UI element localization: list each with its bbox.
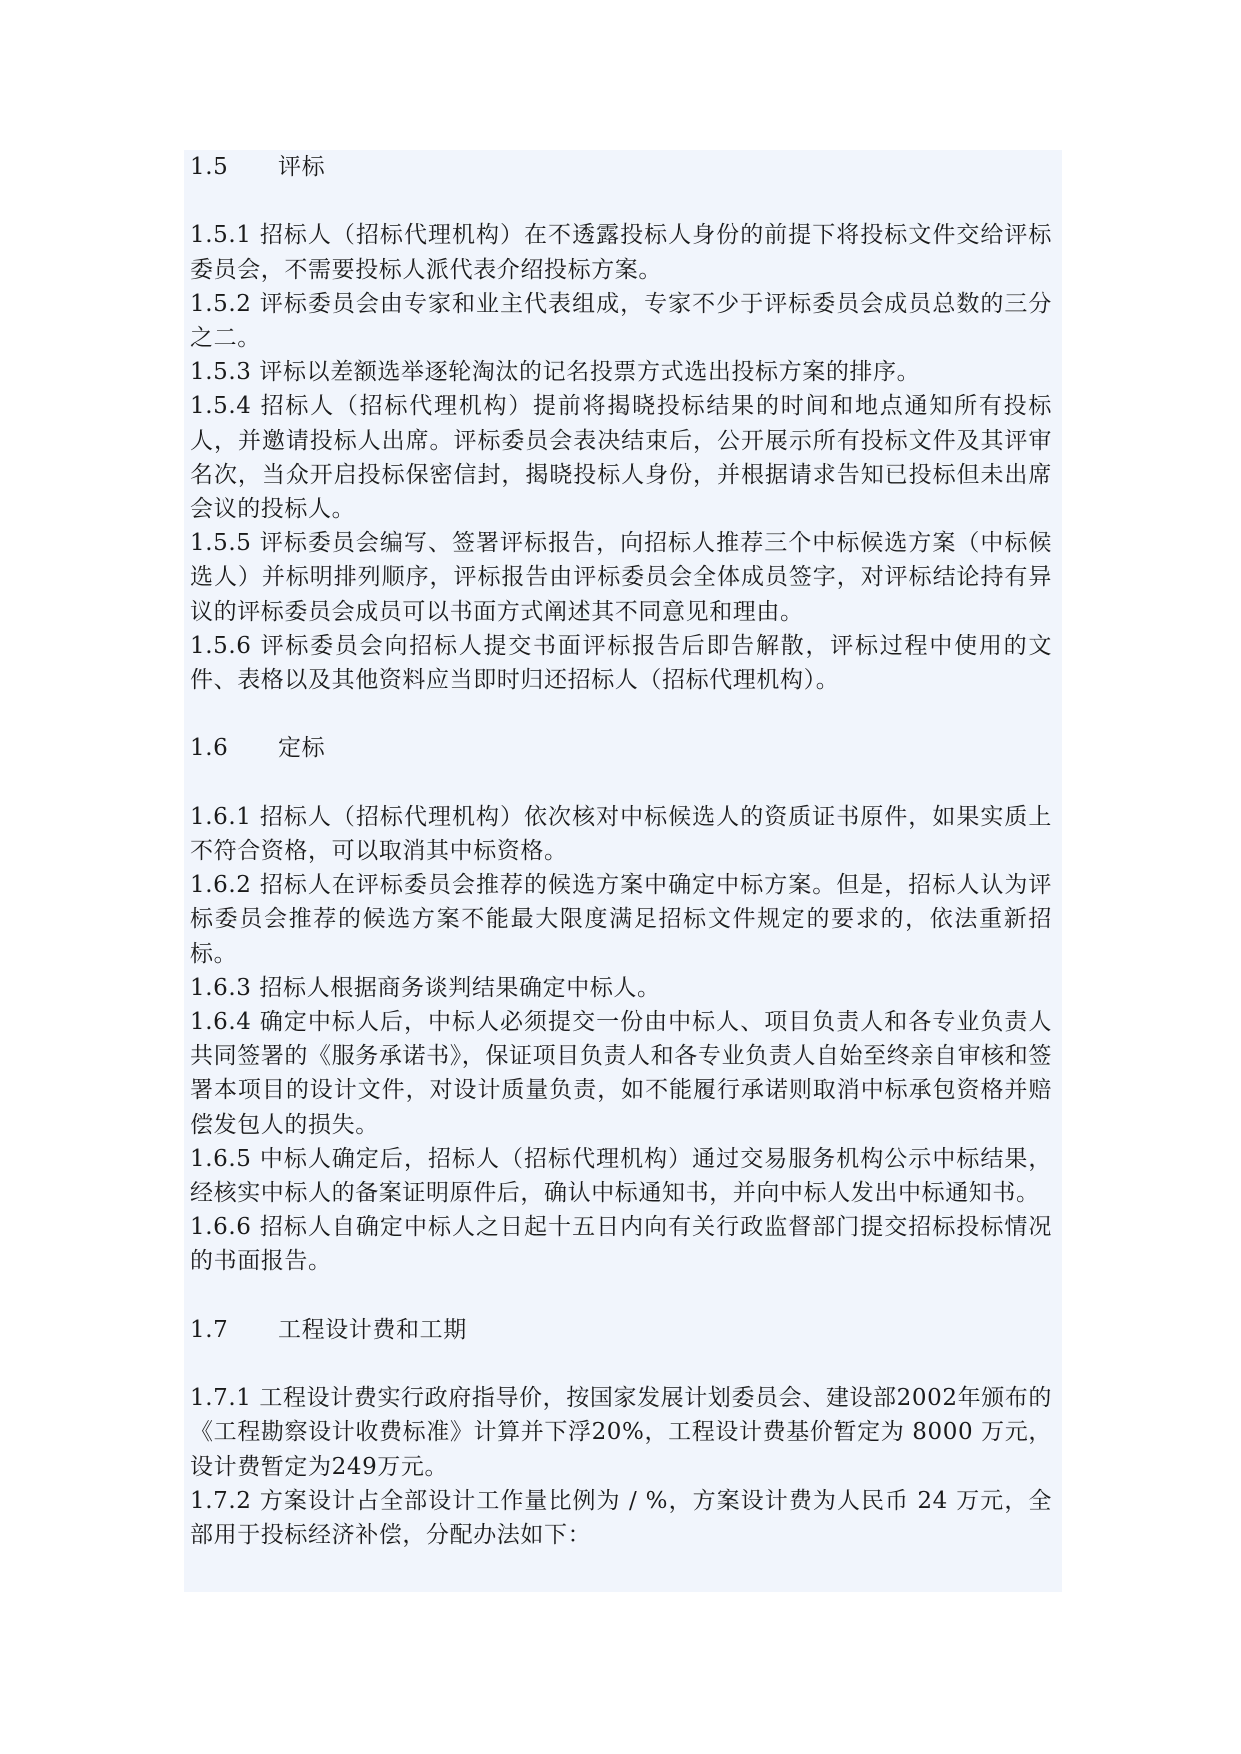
- document-body: [190, 150, 1052, 1552]
- clause-1-6-2: 1.6.2 招标人在评标委员会推荐的候选方案中确定中标方案。但是，招标人认为评标委员会推荐的候选方案不能最大限度满足招标文件规定的要求的，依法重新招标。: [190, 872, 1052, 967]
- clause-1-6-4: 1.6.4 确定中标人后，中标人必须提交一份由中标人、项目负责人和各专业负责人共同签署的《服务承诺书》，保证项目负责人和各专业负责人自始至终亲自审核和签署本项目的设计文件，对设计质量负责，如不能履行承诺则取消中标承包资格并赔偿发包人的损失。: [190, 1009, 1052, 1138]
- section-title: 定标: [278, 735, 326, 762]
- section-number: 1.5: [190, 154, 229, 180]
- clause-1-6-1: 1.6.1 招标人（招标代理机构）依次核对中标候选人的资质证书原件，如果实质上不符合资格，可以取消其中标资格。: [190, 803, 1052, 864]
- clause-1-7-1: 1.7.1 工程设计费实行政府指导价，按国家发展计划委员会、建设部2002年颁布的《工程勘察设计收费标准》计算并下浮20%，工程设计费基价暂定为 8000 万元，设计费暂定为249万元。: [190, 1385, 1052, 1480]
- clause-1-5-4: 1.5.4 招标人（招标代理机构）提前将揭晓投标结果的时间和地点通知所有投标人，并邀请投标人出席。评标委员会表决结束后，公开展示所有投标文件及其评审名次，当众开启投标保密信封，揭晓投标人身份，并根据请求告知已投标但未出席会议的投标人。: [190, 393, 1052, 522]
- clause-1-5-2: 1.5.2 评标委员会由专家和业主代表组成，专家不少于评标委员会成员总数的三分之二。: [190, 290, 1052, 351]
- clause-1-6-3: 1.6.3 招标人根据商务谈判结果确定中标人。: [190, 974, 661, 1001]
- clause-1-5-5: 1.5.5 评标委员会编写、签署评标报告，向招标人推荐三个中标候选方案（中标候选人）并标明排列顺序，评标报告由评标委员会全体成员签字，对评标结论持有异议的评标委员会成员可以书面方式阐述其不同意见和理由。: [190, 530, 1052, 625]
- section-heading-1-7: [190, 1313, 1052, 1347]
- section-title: 工程设计费和工期: [278, 1316, 467, 1343]
- section-heading-1-5: [190, 150, 1052, 184]
- clause-1-5-3: 1.5.3 评标以差额选举逐轮淘汰的记名投票方式选出投标方案的排序。: [190, 359, 921, 386]
- section-number: 1.6: [190, 735, 229, 762]
- section-number: 1.7: [190, 1316, 229, 1343]
- clause-1-5-1: 1.5.1 招标人（招标代理机构）在不透露投标人身份的前提下将投标文件交给评标委员会，不需要投标人派代表介绍投标方案。: [190, 222, 1052, 283]
- clause-1-5-6: 1.5.6 评标委员会向招标人提交书面评标报告后即告解散，评标过程中使用的文件、表格以及其他资料应当即时归还招标人（招标代理机构）。: [190, 632, 1052, 694]
- clause-1-7-2: 1.7.2 方案设计占全部设计工作量比例为 / %，方案设计费为人民币 24 万元，全部用于投标经济补偿，分配办法如下：: [190, 1487, 1052, 1548]
- clause-1-6-6: 1.6.6 招标人自确定中标人之日起十五日内向有关行政监督部门提交招标投标情况的书面报告。: [190, 1214, 1052, 1275]
- clause-1-6-5: 1.6.5 中标人确定后，招标人（招标代理机构）通过交易服务机构公示中标结果，经核实中标人的备案证明原件后，确认中标通知书，并向中标人发出中标通知书。: [190, 1145, 1052, 1207]
- section-title: 评标: [278, 154, 326, 180]
- section-heading-1-6: [190, 731, 1052, 765]
